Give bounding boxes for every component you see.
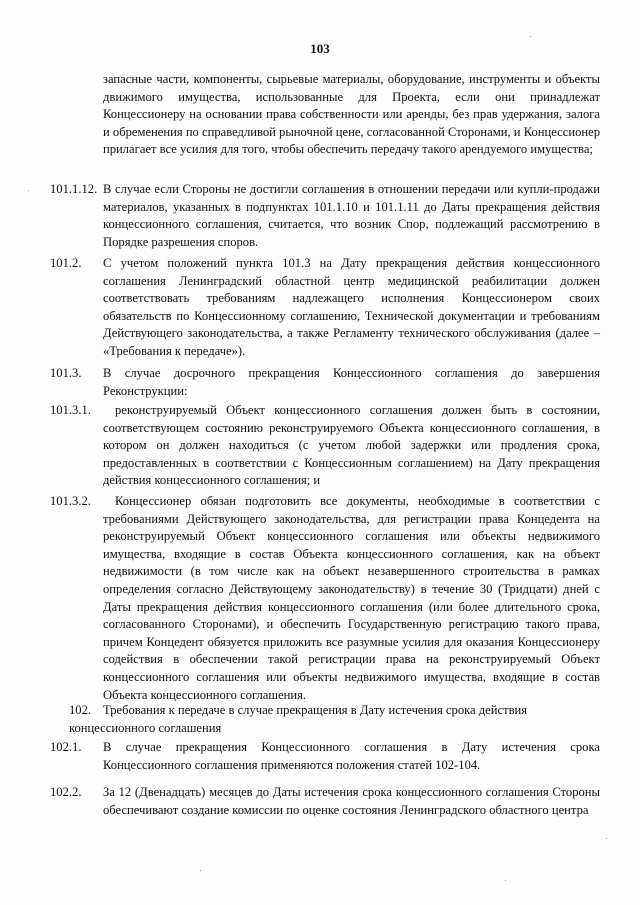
paragraph-number: 101.3. (50, 366, 82, 380)
scan-speck (530, 36, 531, 37)
paragraph-number: 101.3.1. (50, 403, 91, 417)
paragraph-text: реконструируемый Объект концессионного соглашения должен быть в состоянии, соответствующем состоянию реконструируемого Объекта концессионного соглашения, в котором он должен находиться (с учетом любой задержки или продления срока, предоставленных в соответствии с Концессионным соглашением) на Дату прекращения действия концессионного соглашения; и (103, 403, 600, 488)
paragraph-text: В случае прекращения Концессионного соглашения в Дату истечения срока Концессионного соглашения применяются положения статей 102-104. (103, 740, 600, 772)
paragraph-text: За 12 (Двенадцать) месяцев до Даты истечения срока концессионного соглашения Стороны обеспечивают создание комиссии по оценке состояния Ленинградского областного центра (103, 785, 600, 817)
paragraph-text: Концессионер обязан подготовить все документы, необходимые в соответствии с требованиями Действующего законодательства, для регистрации права Концедента на реконструируемый Объект концессионного соглашения или объекты недвижимого имущества, входящие в состав Объекта концессионного соглашения, как на объект недвижимости (в том числе как на объект незавершенного строительства в рамках определения согласно Действующему законодательству) в течение 30 (Тридцати) дней с Даты прекращения действия концессионного соглашения (или более длительного срока, согласованного Сторонами), и обеспечить Государственную регистрацию такого права, причем Концедент обязуется приложить все разумные усилия для оказания Концессионеру содействия в обеспечении такой регистрации права на реконструируемый Объект концессионного соглашения или объекты недвижимого имущества, входящие в состав Объекта концессионного соглашения. (103, 494, 600, 702)
scan-speck (505, 880, 506, 881)
scan-speck (606, 838, 607, 839)
paragraph-text: В случае если Стороны не достигли соглашения в отношении передачи или купли-продажи материалов, указанных в подпунктах 101.1.10 и 101.1.11 до Даты прекращения действия концессионного соглашения, считается, что возник Спор, подлежащий рассмотрению в Порядке разрешения споров. (103, 182, 600, 249)
paragraph-number: 101.2. (50, 256, 82, 270)
paragraph-text: запасные части, компоненты, сырьевые материалы, оборудование, инструменты и объекты движимого имущества, использованные для Проекта, если они принадлежат Концессионеру на основании права собственности или аренды, без прав удержания, залога и обременения по справедливой рыночной цене, согласованной Сторонами, и Концессионер прилагает все усилия для того, чтобы обеспечить передачу такого арендуемого имущества; (103, 72, 600, 157)
paragraph-number: 101.3.2. (50, 494, 91, 508)
page-number: 103 (310, 41, 330, 56)
section-number: 102. (69, 703, 92, 717)
paragraph-number: 102.2. (50, 785, 82, 799)
paragraph-number: 101.1.12. (50, 182, 98, 196)
scan-speck (28, 190, 29, 191)
paragraph-text: С учетом положений пункта 101.3 на Дату прекращения действия концессионного соглашения Ленинградский областной центр медицинской реабилитации должен соответствовать требованиям надлежащего исполнения Концессионером своих обязательств по Концессионному соглашению, Технической документации и требованиям Действующего законодательства, а также Регламенту технического обслуживания (далее – «Требования к передаче»). (103, 256, 600, 358)
paragraph-number: 102.1. (50, 740, 82, 754)
section-title: Требования к передаче в случае прекращения в Дату истечения срока действия концессионного соглашения (69, 703, 528, 735)
scan-speck (200, 870, 201, 871)
paragraph-text: В случае досрочного прекращения Концессионного соглашения до завершения Реконструкции: (103, 366, 600, 398)
